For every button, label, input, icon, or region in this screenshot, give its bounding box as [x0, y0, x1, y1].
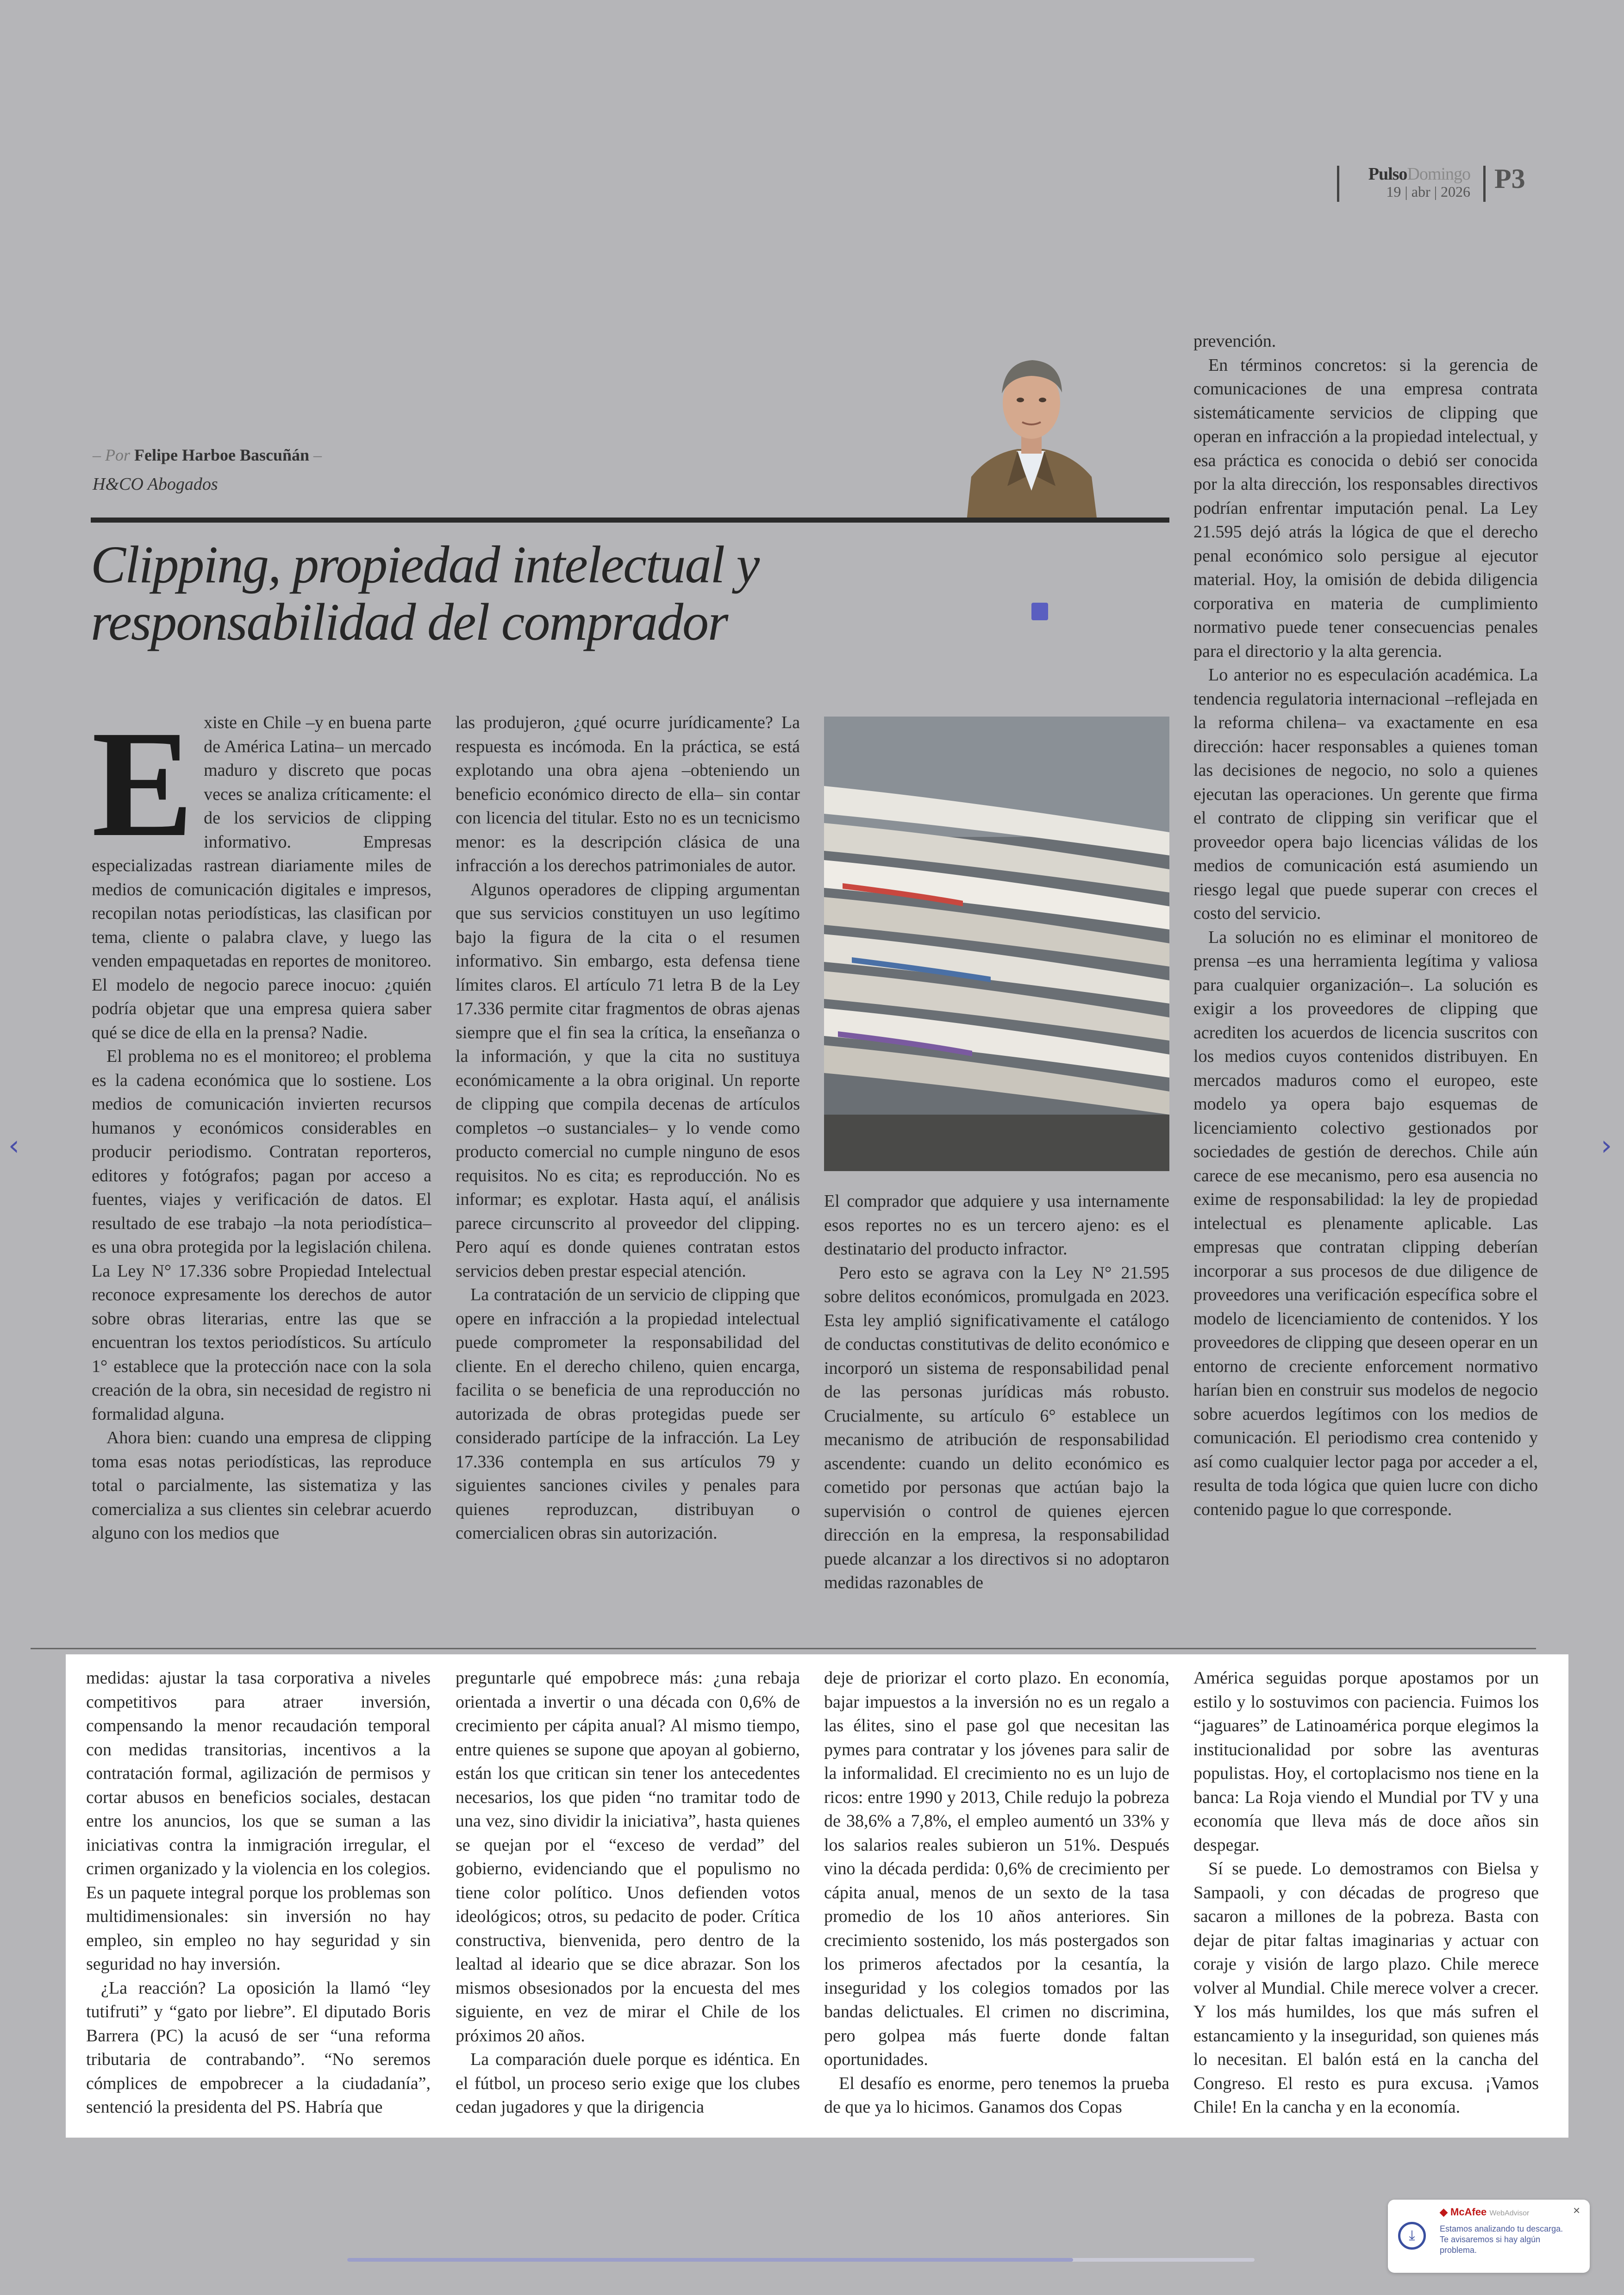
article-title: [91, 536, 759, 651]
header-date: 19 | abr | 2026: [1386, 183, 1470, 200]
mcafee-logo-icon: ◆: [1440, 2206, 1448, 2218]
title-rule: [91, 518, 1169, 523]
paragraph: medidas: ajustar la tasa corporativa a niveles competitivos para atraer inversión, compensando la menor recaudación temporal con medidas transitorias, incentivos a la contratación formal, agilización de permisos y cortar abusos en beneficios sociales, destacan entre los anuncios, los que se suman a las iniciativas contra la inmigración irregular, el crimen organizado y la violencia en los colegios. Es un paquete integral porque los problemas son multidimensionales: sin inversión no hay empleo, sin empleo no hay seguridad y sin seguridad no hay inversión.: [86, 1668, 431, 1974]
header-divider-right: [1483, 166, 1486, 202]
byline-affiliation: H&CO Abogados: [93, 474, 218, 494]
popup-message: Estamos analizando tu descarga. Te avisaremos si hay algún problema.: [1440, 2224, 1563, 2255]
article-column-1: [92, 699, 431, 1546]
page-scrollbar-thumb[interactable]: [347, 2258, 1073, 2262]
annotation-marker-icon[interactable]: [1031, 603, 1048, 620]
paragraph: Lo anterior no es especulación académica. La tendencia regulatoria internacional –reflejada en la reforma chilena– va exactamente en esa dirección: hacer responsables a quienes toman las decisiones de negocio, no solo a quienes ejecutan las operaciones. Un gerente que firma el contrato de clipping sin verificar que el proveedor opera bajo licencias válidas de los medios de comunicación está asumiendo un riesgo legal que puede superar con creces el costo del servicio.: [1193, 665, 1538, 923]
next-page-button[interactable]: ›: [1601, 1129, 1612, 1162]
drop-cap: E: [92, 699, 194, 868]
title-line-2: responsabilidad del comprador: [91, 592, 728, 651]
paragraph: La solución no es eliminar el monitoreo de prensa –es una herramienta legítima y valiosa para cualquier organización–. La solución es exigir a los proveedores de clipping que acrediten los acuerdos de licencia suscritos con los medios cuyos contenidos distribuyen. En mercados maduros como el europeo, este modelo ya opera bajo esquemas de licenciamiento colectivo gestionados por sociedades de gestión de derechos. Chile aún carece de ese mecanismo, pero esa ausencia no exime de responsabilidad: la ley de propiedad intelectual es plenamente aplicable. Las empresas que contratan clipping deberían incorporar a sus procesos de due diligence de proveedores una verificación específica sobre el modelo de licenciamiento de contenidos. Y los proveedores de clipping que deseen operar en un entorno de creciente enforcement normativo harían bien en construir sus modelos de negocio sobre acuerdos legítimos con los medios de comunicación. El periodismo crea contenido y así como cualquier lector paga por acceder a el, resulta de toda lógica que quien lucre con dicho contenido pague lo que corresponde.: [1193, 927, 1538, 1519]
popup-brand-name: McAfee: [1450, 2206, 1487, 2218]
article-column-2: [456, 711, 800, 1546]
lower-column-1: [86, 1666, 431, 2120]
page-scrollbar-track[interactable]: [347, 2258, 1255, 2262]
popup-product: WebAdvisor: [1489, 2209, 1530, 2217]
paragraph: deje de priorizar el corto plazo. En economía, bajar impuestos a la inversión no es un regalo a las élites, sino el pase gol que necesitan las pymes para contratar y los jóvenes para salir de la informalidad. El crecimiento no es un lujo de ricos: entre 1990 y 2013, Chile redujo la pobreza de 38,6% a 7,8%, el empleo aumentó un 33% y los salarios reales subieron un 51%. Después vino la década perdida: 0,6% de crecimiento per cápita anual, menos de un sexto de la tasa promedio de los 10 años anteriores. Sin crecimiento sostenido, los más postergados son los primeros afectados por la cesantía, la inseguridad y los colegios tomados por las bandas delictuales. El crimen no discrimina, pero golpea más fuerte donde faltan oportunidades.: [824, 1668, 1169, 2069]
byline-author: Felipe Harboe Bascuñán: [134, 446, 310, 464]
paragraph: las produjeron, ¿qué ocurre jurídicamente? La respuesta es incómoda. En la práctica, se está explotando una obra ajena –obteniendo un beneficio económico directo de ella– sin contar con licencia del titular. Esto no es un tecnicismo menor: es la descripción clásica de una infracción a los derechos patrimoniales de autor.: [456, 713, 800, 875]
paragraph: xiste en Chile –y en buena parte de América Latina– un mercado maduro y discreto que pocas veces se analiza críticamente: el de los servicios de clipping informativo. Empresas especializadas rastrean diariamente miles de medios de comunicación digitales e impresos, recopilan notas periodísticas, las clasifican por tema, cliente o palabra clave, y luego las venden empaquetadas en reportes de monitoreo. El modelo de negocio parece inocuo: ¿quién podría objetar que una empresa quiera saber qué se dice de ella en la prensa? Nadie.: [92, 713, 431, 1042]
prev-page-button[interactable]: ‹: [8, 1129, 19, 1162]
popup-close-icon[interactable]: ×: [1573, 2203, 1580, 2217]
paragraph: Pero esto se agrava con la Ley N° 21.595 sobre delitos económicos, promulgada en 2023. Esta ley amplió significativamente el catálogo de conductas constitutivas de delito económico e incorporó un sistema de responsabilidad penal de las personas jurídicas más robusto. Crucialmente, su artículo 6° establece un mecanismo de atribución de responsabilidad ascendente: cuando un delito económico es cometido por personas que actúan bajo la supervisión o control de quienes ejercen dirección en la empresa, la responsabilidad puede alcanzar a los directivos si no adoptaron medidas razonables de: [824, 1263, 1169, 1592]
paragraph: Algunos operadores de clipping argumentan que sus servicios constituyen un uso legítimo bajo la figura de la cita o el resumen informativo. Sin embargo, esta defensa tiene límites claros. El artículo 71 letra B de la Ley 17.336 permite citar fragmentos de obras ajenas siempre que el fin sea la crítica, la enseñanza o la información, y que la cita no sustituya económicamente a la obra original. Un reporte de clipping que compila decenas de artículos completos –o sustanciales– y lo vende como producto comercial no cumple ninguno de esos requisitos. No es cita; es reproducción. No es informar; es explotar. Hasta aquí, el análisis parece circunscrito al proveedor del clipping. Pero aquí es donde quienes contratan estos servicios deben prestar especial atención.: [456, 879, 800, 1281]
paragraph: La comparación duele porque es idéntica. En el fútbol, un proceso serio exige que los clubes cedan jugadores y que la dirigencia: [456, 2050, 800, 2117]
article-column-4: [1193, 330, 1538, 1522]
section-divider: [31, 1648, 1536, 1649]
paragraph: El desafío es enorme, pero tenemos la prueba de que ya lo hicimos. Ganamos dos Copas: [824, 2073, 1169, 2117]
byline-prefix: – Por: [93, 446, 130, 464]
title-line-1: Clipping, propiedad intelectual y: [91, 535, 759, 594]
header-brand: [1355, 164, 1470, 184]
lower-column-3: [824, 1666, 1169, 2120]
paragraph: América seguidas porque apostamos por un estilo y lo sostuvimos con paciencia. Fuimos los “jaguares” de Latinoamérica porque elegimos la institucionalidad por sobre las aventuras populistas. Hoy, el cortoplacismo nos tiene en la banca: La Roja viendo el Mundial por TV y una economía que lleva más de doce años sin despegar.: [1193, 1668, 1539, 1855]
paragraph: ¿La reacción? La oposición la llamó “ley tutifruti” y “gato por liebre”. El diputado Boris Barrera (PC) la acusó de ser “una reforma tributaria de contrabando”. “No seremos cómplices de empobrecer a la ciudadanía”, sentenció la presidenta del PS. Habría que: [86, 1978, 431, 2117]
download-scan-popup: [1388, 2200, 1590, 2273]
byline: [93, 445, 322, 465]
paragraph: Ahora bien: cuando una empresa de clipping toma esas notas periodísticas, las reproduce total o parcialmente, las sistematiza y las comercializa a sus clientes sin celebrar acuerdo alguno con los medios que: [92, 1428, 431, 1543]
paragraph: preguntarle qué empobrece más: ¿una rebaja orientada a invertir o una década con 0,6% de crecimiento per cápita anual? Al mismo tiempo, entre quienes se supone que apoyan al gobierno, están los que critican sin tener los antecedentes necesarios, los que piden “no tramitar todo de una vez, sino dividir la iniciativa”, hasta quienes se quejan por el “exceso de verdad” del gobierno, evidenciando que el populismo no tiene color político. Unos defienden votos ideológicos; otros, su pedacito de poder. Crítica constructiva, bienvenida, pero dentro de la lealtad al ideario que se dice abrazar. Son los mismos obsesionados por la encuesta del mes siguiente, en vez de mirar el Chile de los próximos 20 años.: [456, 1668, 800, 2046]
paragraph: El problema no es el monitoreo; el problema es la cadena económica que lo sostiene. Los medios de comunicación invierten recursos humanos y económicos considerables en producir periodismo. Contratan reporteros, editores y fotógrafos; pagan por acceso a fuentes, viajes y verificación de datos. El resultado de ese trabajo –la nota periodística– es una obra protegida por la legislación chilena. La Ley N° 17.336 sobre Propiedad Intelectual reconoce expresamente los derechos de autor sobre obras literarias, entre las que se encuentran los textos periodísticos. Su artículo 1° establece que la protección nace con la sola creación de la obra, sin necesidad de registro ni formalidad alguna.: [92, 1047, 431, 1424]
paragraph: El comprador que adquiere y usa internamente esos reportes no es un tercero ajeno: es el destinatario del producto infractor.: [824, 1191, 1169, 1259]
paragraph: Sí se puede. Lo demostramos con Bielsa y Sampaoli, y con décadas de progreso que sacaron a millones de la pobreza. Basta con dejar de pitar faltas imaginarias y actuar con coraje y visión de largo plazo. Chile merece volver al Mundial. Chile merece volver a crecer. Y los más humildes, los que más sufren el estancamiento y la inseguridad, son quienes más lo necesitan. El balón está en la cancha del Congreso. El resto es pura excusa. ¡Vamos Chile! En la cancha y en la economía.: [1193, 1859, 1539, 2117]
download-icon: ⤓: [1398, 2222, 1426, 2250]
article-column-3: [824, 1190, 1169, 1595]
brand-pulso: Pulso: [1368, 164, 1407, 184]
lower-article-panel: [66, 1654, 1568, 2138]
paragraph: En términos concretos: si la gerencia de comunicaciones de una empresa contrata sistemáticamente servicios de clipping que operan en infracción a la propiedad intelectual, y esa práctica es conocida o debió ser conocida por la alta dirección, los responsables directivos podrían enfrentar imputación penal. La Ley 21.595 dejó atrás la lógica de que el derecho penal económico solo persigue al ejecutor material. Hoy, la omisión de debida diligencia corporativa en materia de cumplimiento normativo puede tener consecuencias penales para el directorio y la alta gerencia.: [1193, 355, 1538, 661]
author-photo: [962, 338, 1099, 521]
byline-suffix: –: [313, 446, 322, 464]
brand-domingo: Domingo: [1407, 164, 1470, 184]
popup-brand: [1440, 2206, 1529, 2218]
page-number: P3: [1494, 163, 1525, 194]
paragraph: La contratación de un servicio de clipping que opere en infracción a la propiedad intelectual puede comprometer la responsabilidad del cliente. En el derecho chileno, quien encarga, facilita o se beneficia de una reproducción no autorizada de obras protegidas puede ser considerado partícipe de la infracción. La Ley 17.336 contempla en sus artículos 79 y siguientes sanciones civiles y penales para quienes reproduzcan, distribuyan o comercialicen obras sin autorización.: [456, 1285, 800, 1543]
newspapers-photo: [824, 717, 1169, 1171]
paragraph: prevención.: [1193, 331, 1276, 351]
page-header: [1337, 163, 1545, 205]
lower-column-2: [456, 1666, 800, 2120]
header-divider-left: [1337, 166, 1339, 202]
lower-column-4: [1193, 1666, 1539, 2120]
